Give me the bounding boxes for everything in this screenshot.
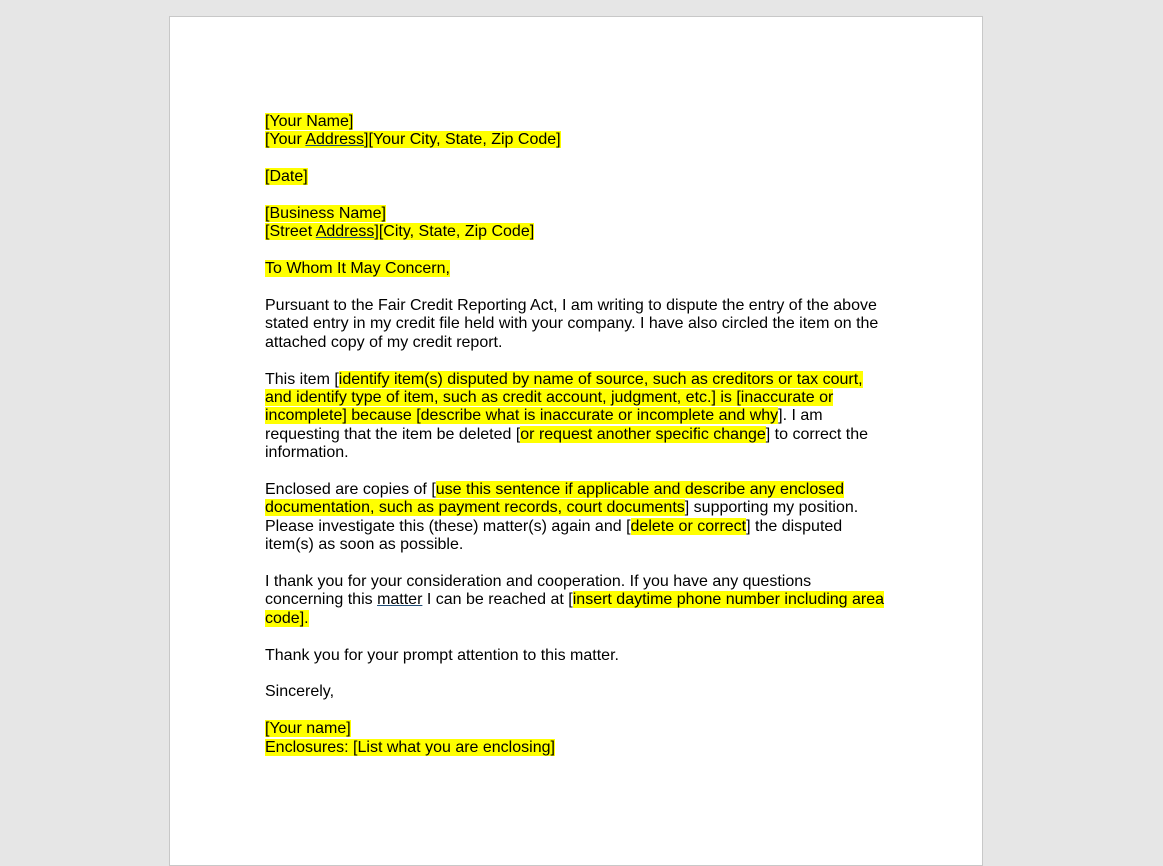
sender-address-line — [265, 131, 891, 149]
enclosures-text: Enclosures: [List what you are enclosing] — [265, 738, 555, 756]
sender-address-prefix: [Your — [265, 131, 306, 149]
salutation-line — [265, 260, 891, 278]
business-name-line — [265, 205, 891, 223]
salutation: To Whom It May Concern, — [265, 260, 450, 278]
para2-text-3: ] to correct the information. — [265, 425, 869, 462]
paragraph-contact — [265, 573, 891, 628]
street-address-word[interactable]: Address — [315, 223, 375, 241]
business-address-line — [265, 223, 891, 241]
sender-address-rest: ][Your City, State, Zip Code] — [364, 131, 561, 149]
paragraph-item-details — [265, 371, 891, 463]
sender-name: [Your Name] — [265, 113, 354, 130]
letter-body[interactable] — [265, 113, 891, 775]
sender-address-word[interactable]: Address — [305, 131, 365, 149]
street-address-prefix: [Street — [265, 223, 316, 241]
street-address-rest: ][City, State, Zip Code] — [374, 223, 535, 241]
signature-name-line — [265, 720, 891, 738]
para4-highlight-1: insert daytime phone number including area code]. — [265, 591, 885, 627]
business-name: [Business Name] — [265, 205, 386, 222]
closing-line: Sincerely, — [265, 683, 335, 701]
para2-text-1: This item [ — [265, 370, 339, 388]
para3-text-2: ] supporting my position. Please investigate this (these) matter(s) again and [ — [265, 499, 859, 535]
para3-text-1: Enclosed are copies of [ — [265, 481, 436, 499]
para2-text-2: ]. I am requesting that the item be deleted [ — [265, 407, 823, 443]
para3-highlight-2: delete or correct — [630, 517, 747, 535]
date-placeholder: [Date] — [265, 168, 308, 186]
signature-name: [Your name] — [265, 720, 351, 738]
para3-text-3: ] the disputed item(s) as soon as possible. — [265, 517, 843, 554]
para4-underlined-word[interactable]: matter — [377, 591, 423, 609]
para2-highlight-1: identify item(s) disputed by name of source, such as creditors or tax court, and identify type of item, such as credit account, judgment, etc.] is [inaccurate or incomplete] because [describe what is inaccurate or incomplete and why — [265, 370, 863, 425]
para2-highlight-2: or request another specific change — [520, 425, 766, 443]
para4-text-1: I thank you for your consideration and cooperation. If you have any questions concerning this — [265, 573, 812, 609]
enclosures-line — [265, 739, 891, 757]
date-line — [265, 168, 891, 186]
para3-highlight-1: use this sentence if applicable and describe any enclosed documentation, such as payment records, court documents — [265, 481, 845, 517]
paragraph-dispute-intro: Pursuant to the Fair Credit Reporting Act, I am writing to dispute the entry of the above stated entry in my credit file held with your company. I have also circled the item on the attached copy of my credit report. — [265, 297, 879, 351]
document-page — [169, 16, 983, 866]
para4-text-2: I can be reached at [ — [422, 591, 573, 609]
sender-name-line — [265, 113, 891, 131]
paragraph-thanks: Thank you for your prompt attention to this matter. — [265, 646, 619, 664]
paragraph-enclosures — [265, 481, 891, 555]
